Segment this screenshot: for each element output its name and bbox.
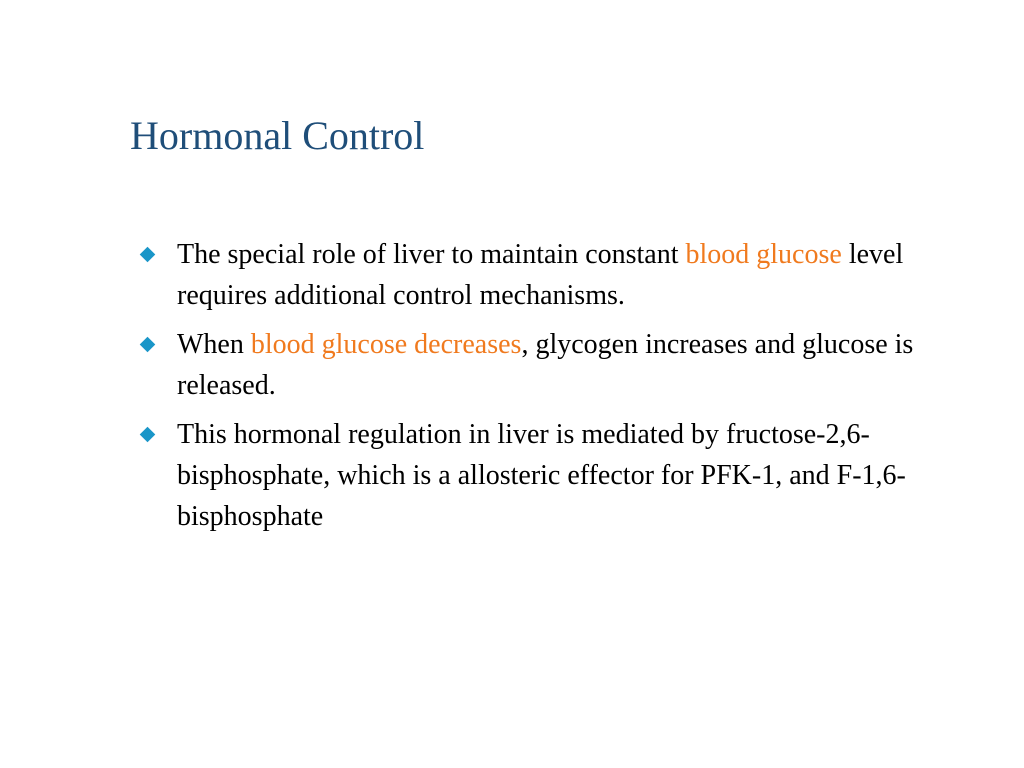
diamond-icon [140, 337, 156, 353]
bullet-list [140, 234, 1000, 545]
bullet-text: This hormonal regulation in liver is mediated by fructose-2,6-bisphosphate, which is a allosteric effector for PFK-1, and F-1,6-bisphosphate [177, 419, 906, 532]
bullet-text: The special role of liver to maintain constant [177, 239, 686, 270]
bullet-text: When [177, 329, 251, 360]
slide-title: Hormonal Control [130, 113, 425, 158]
bullet-text: level requires additional control mechanisms. [177, 239, 904, 311]
bullet-item [140, 414, 1000, 537]
highlight-text: blood glucose [685, 239, 842, 270]
diamond-icon [140, 247, 156, 263]
diamond-icon [140, 427, 156, 443]
highlight-text: blood glucose decreases [250, 329, 522, 360]
bullet-text: , glycogen increases and glucose is released. [177, 329, 914, 401]
bullet-item [140, 234, 1000, 316]
bullet-item [140, 324, 1000, 406]
